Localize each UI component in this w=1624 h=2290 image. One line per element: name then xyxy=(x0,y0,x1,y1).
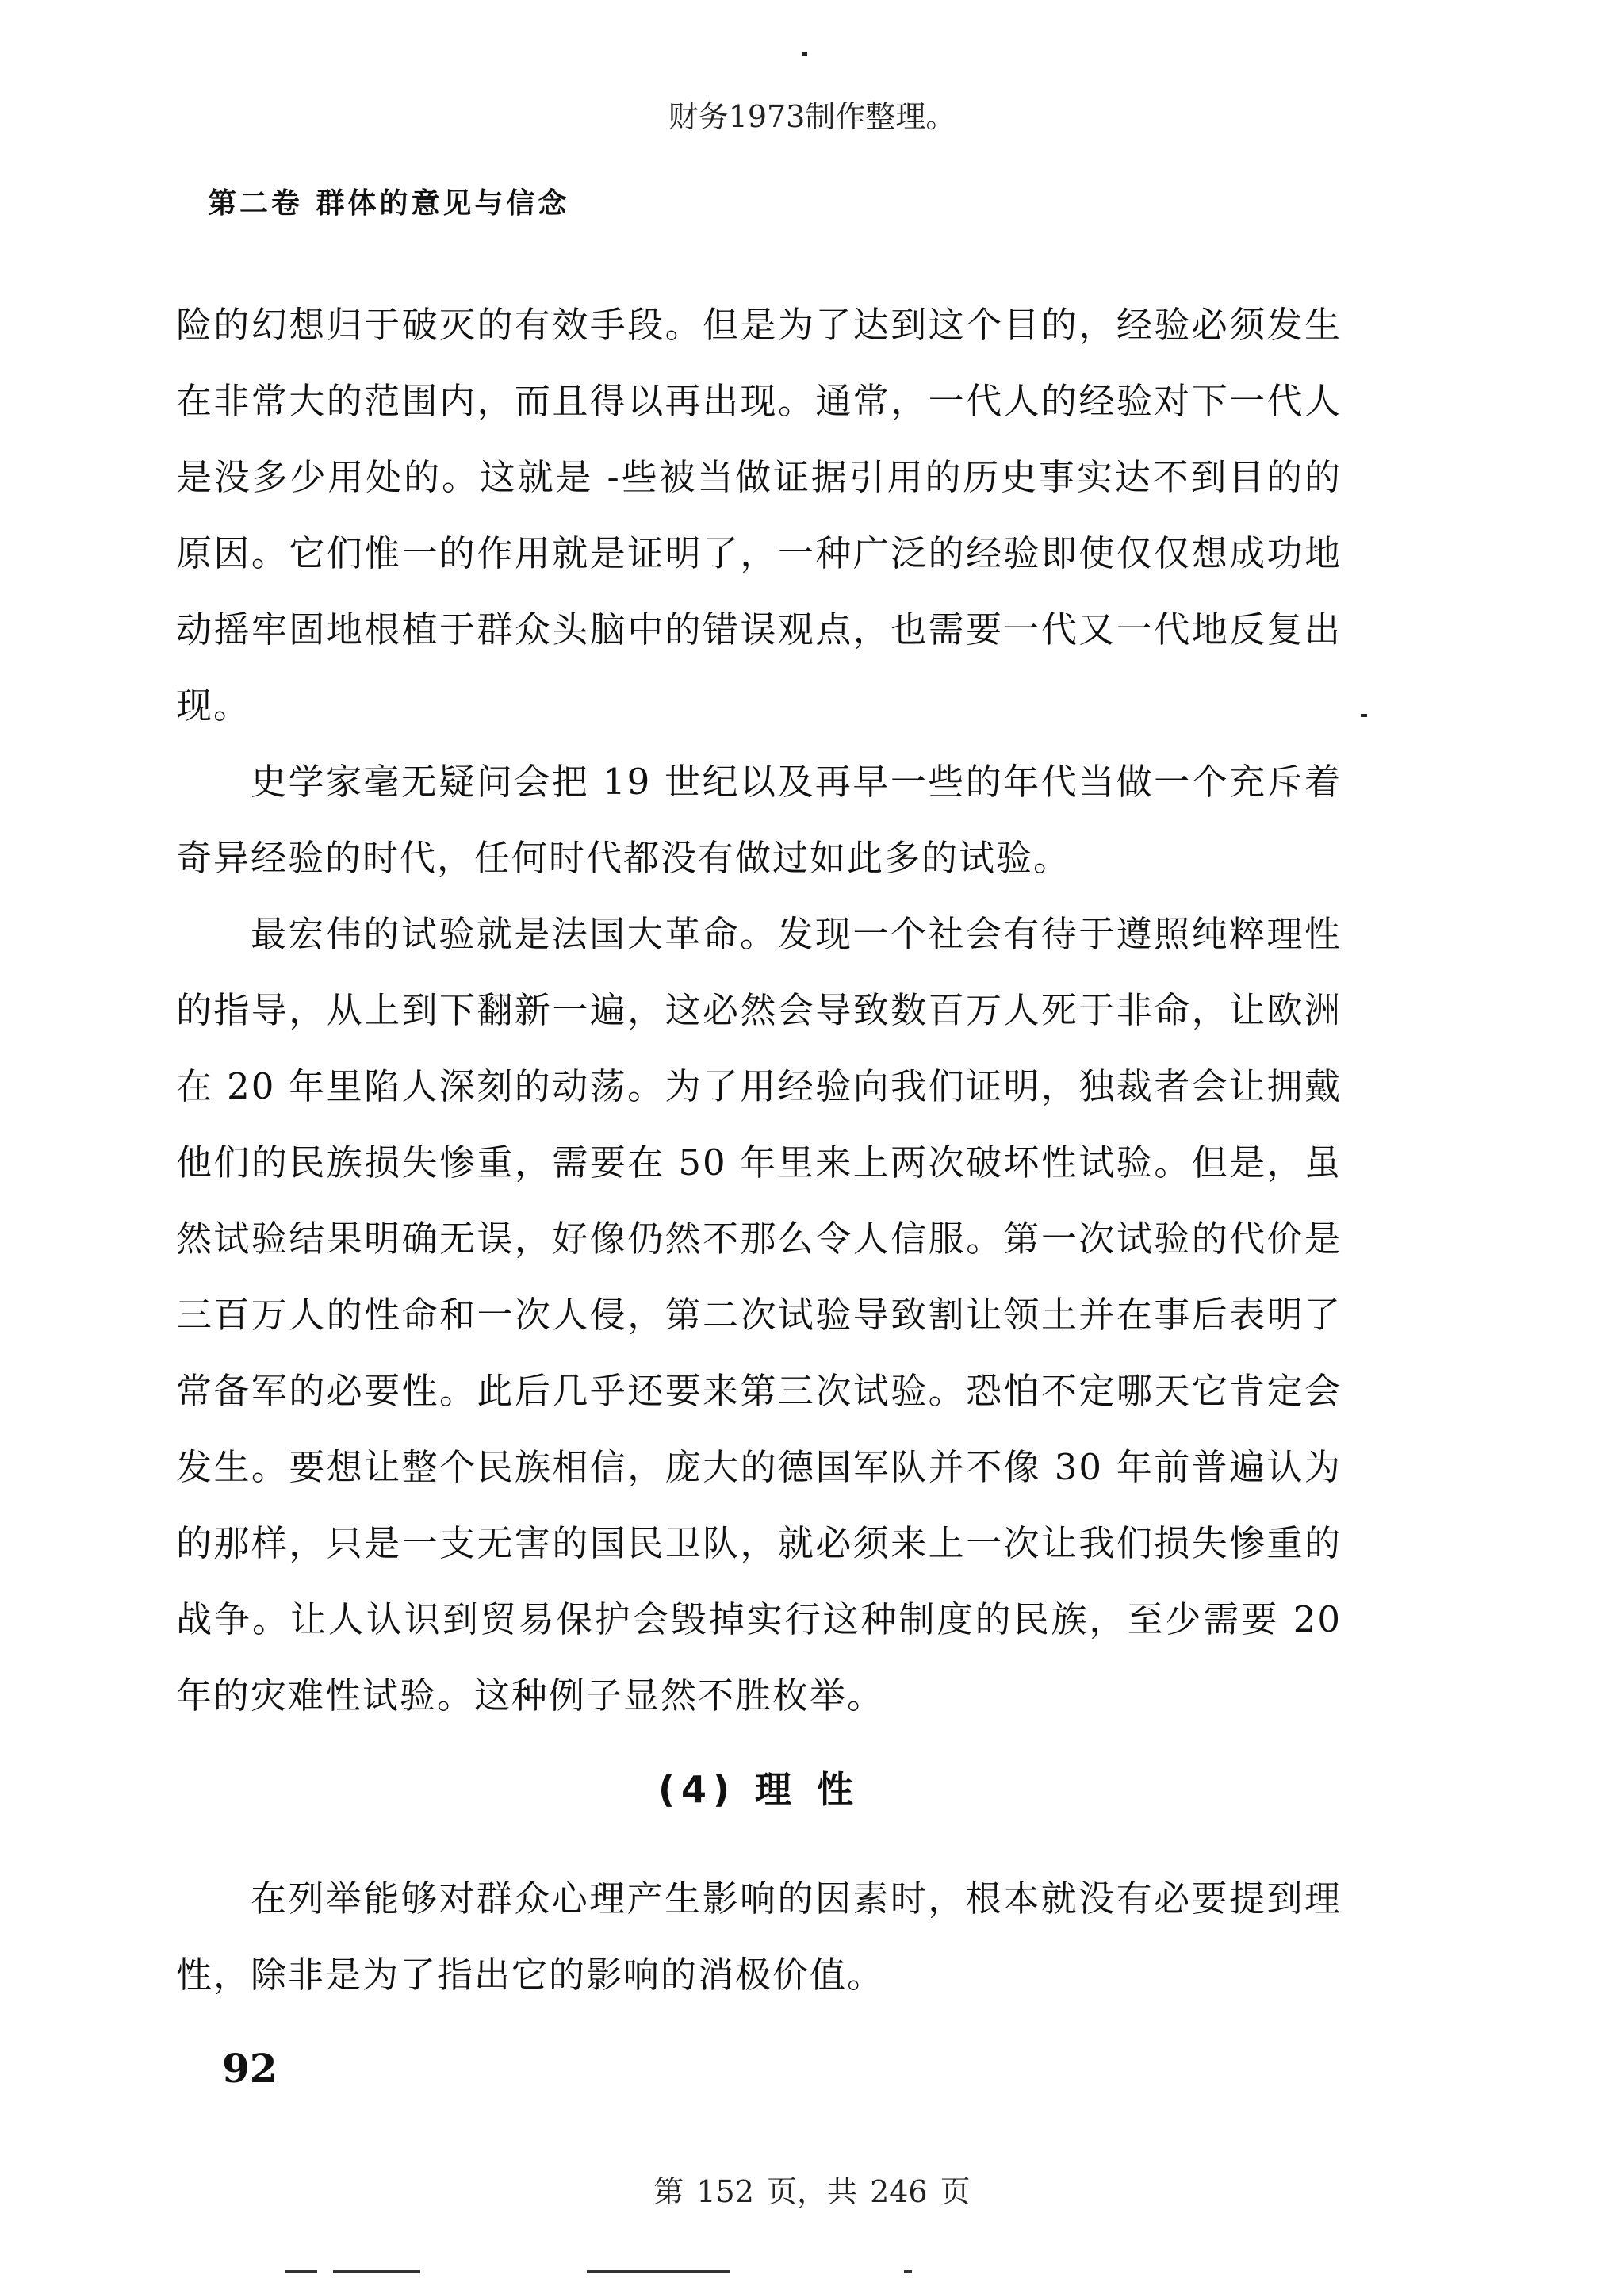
scan-artifact xyxy=(904,2270,912,2273)
page-count: 第 152 页，共 246 页 xyxy=(653,2174,971,2209)
section-heading: (4) 理 性 xyxy=(657,1768,860,1811)
scan-artifact xyxy=(333,2270,420,2273)
body-text xyxy=(176,287,1342,2013)
scan-artifact xyxy=(285,2270,317,2273)
paragraph: 最宏伟的试验就是法国大革命。发现一个社会有待于遵照纯粹理性的指导，从上到下翻新一遍，这必然会导致数百万人死于非命，让欧洲在 20 年里陷人深刻的动荡。为了用经验向我们证明，独裁者会让拥戴他们的民族损失惨重，需要在 50 年里来上两次破坏性试验。但是，虽然试验结果明确无误，好像仍然不那么令人信服。第一次试验的代价是三百万人的性命和一次人侵，第二次试验导致割让领土并在事后表明了常备军的必要性。此后几乎还要来第三次试验。恐怕不定哪天它肯定会发生。要想让整个民族相信，庞大的德国军队并不像 30 年前普遍认为的那样，只是一支无害的国民卫队，就必须来上一次让我们损失惨重的战争。让人认识到贸易保护会毁掉实行这种制度的民族，至少需要 20 年的灾难性试验。这种例子显然不胜枚举。 xyxy=(176,913,1342,1717)
running-head: 第二卷 群体的意见与信念 xyxy=(208,186,570,220)
scan-artifact xyxy=(1361,714,1367,717)
paragraph: 史学家毫无疑问会把 19 世纪以及再早一些的年代当做一个充斥着奇异经验的时代，任何时代都没有做过如此多的试验。 xyxy=(176,761,1342,879)
scan-artifact xyxy=(587,2270,730,2273)
paragraph: 在列举能够对群众心理产生影响的因素时，根本就没有必要提到理性，除非是为了指出它的影响的消极价值。 xyxy=(176,1878,1342,1996)
paragraph: 险的幻想归于破灭的有效手段。但是为了达到这个目的，经验必须发生在非常大的范围内，而且得以再出现。通常，一代人的经验对下一代人是没多少用处的。这就是 -些被当做证据引用的历史事实达不到目的的原因。它们惟一的作用就是证明了，一种广泛的经验即使仅仅想成功地动摇牢固地根植于群众头脑中的错误观点，也需要一代又一代地反复出现。 xyxy=(176,304,1342,727)
watermark-text: 财务1973制作整理。 xyxy=(668,99,956,134)
page-number: 92 xyxy=(222,2045,278,2092)
scan-artifact xyxy=(802,52,807,56)
